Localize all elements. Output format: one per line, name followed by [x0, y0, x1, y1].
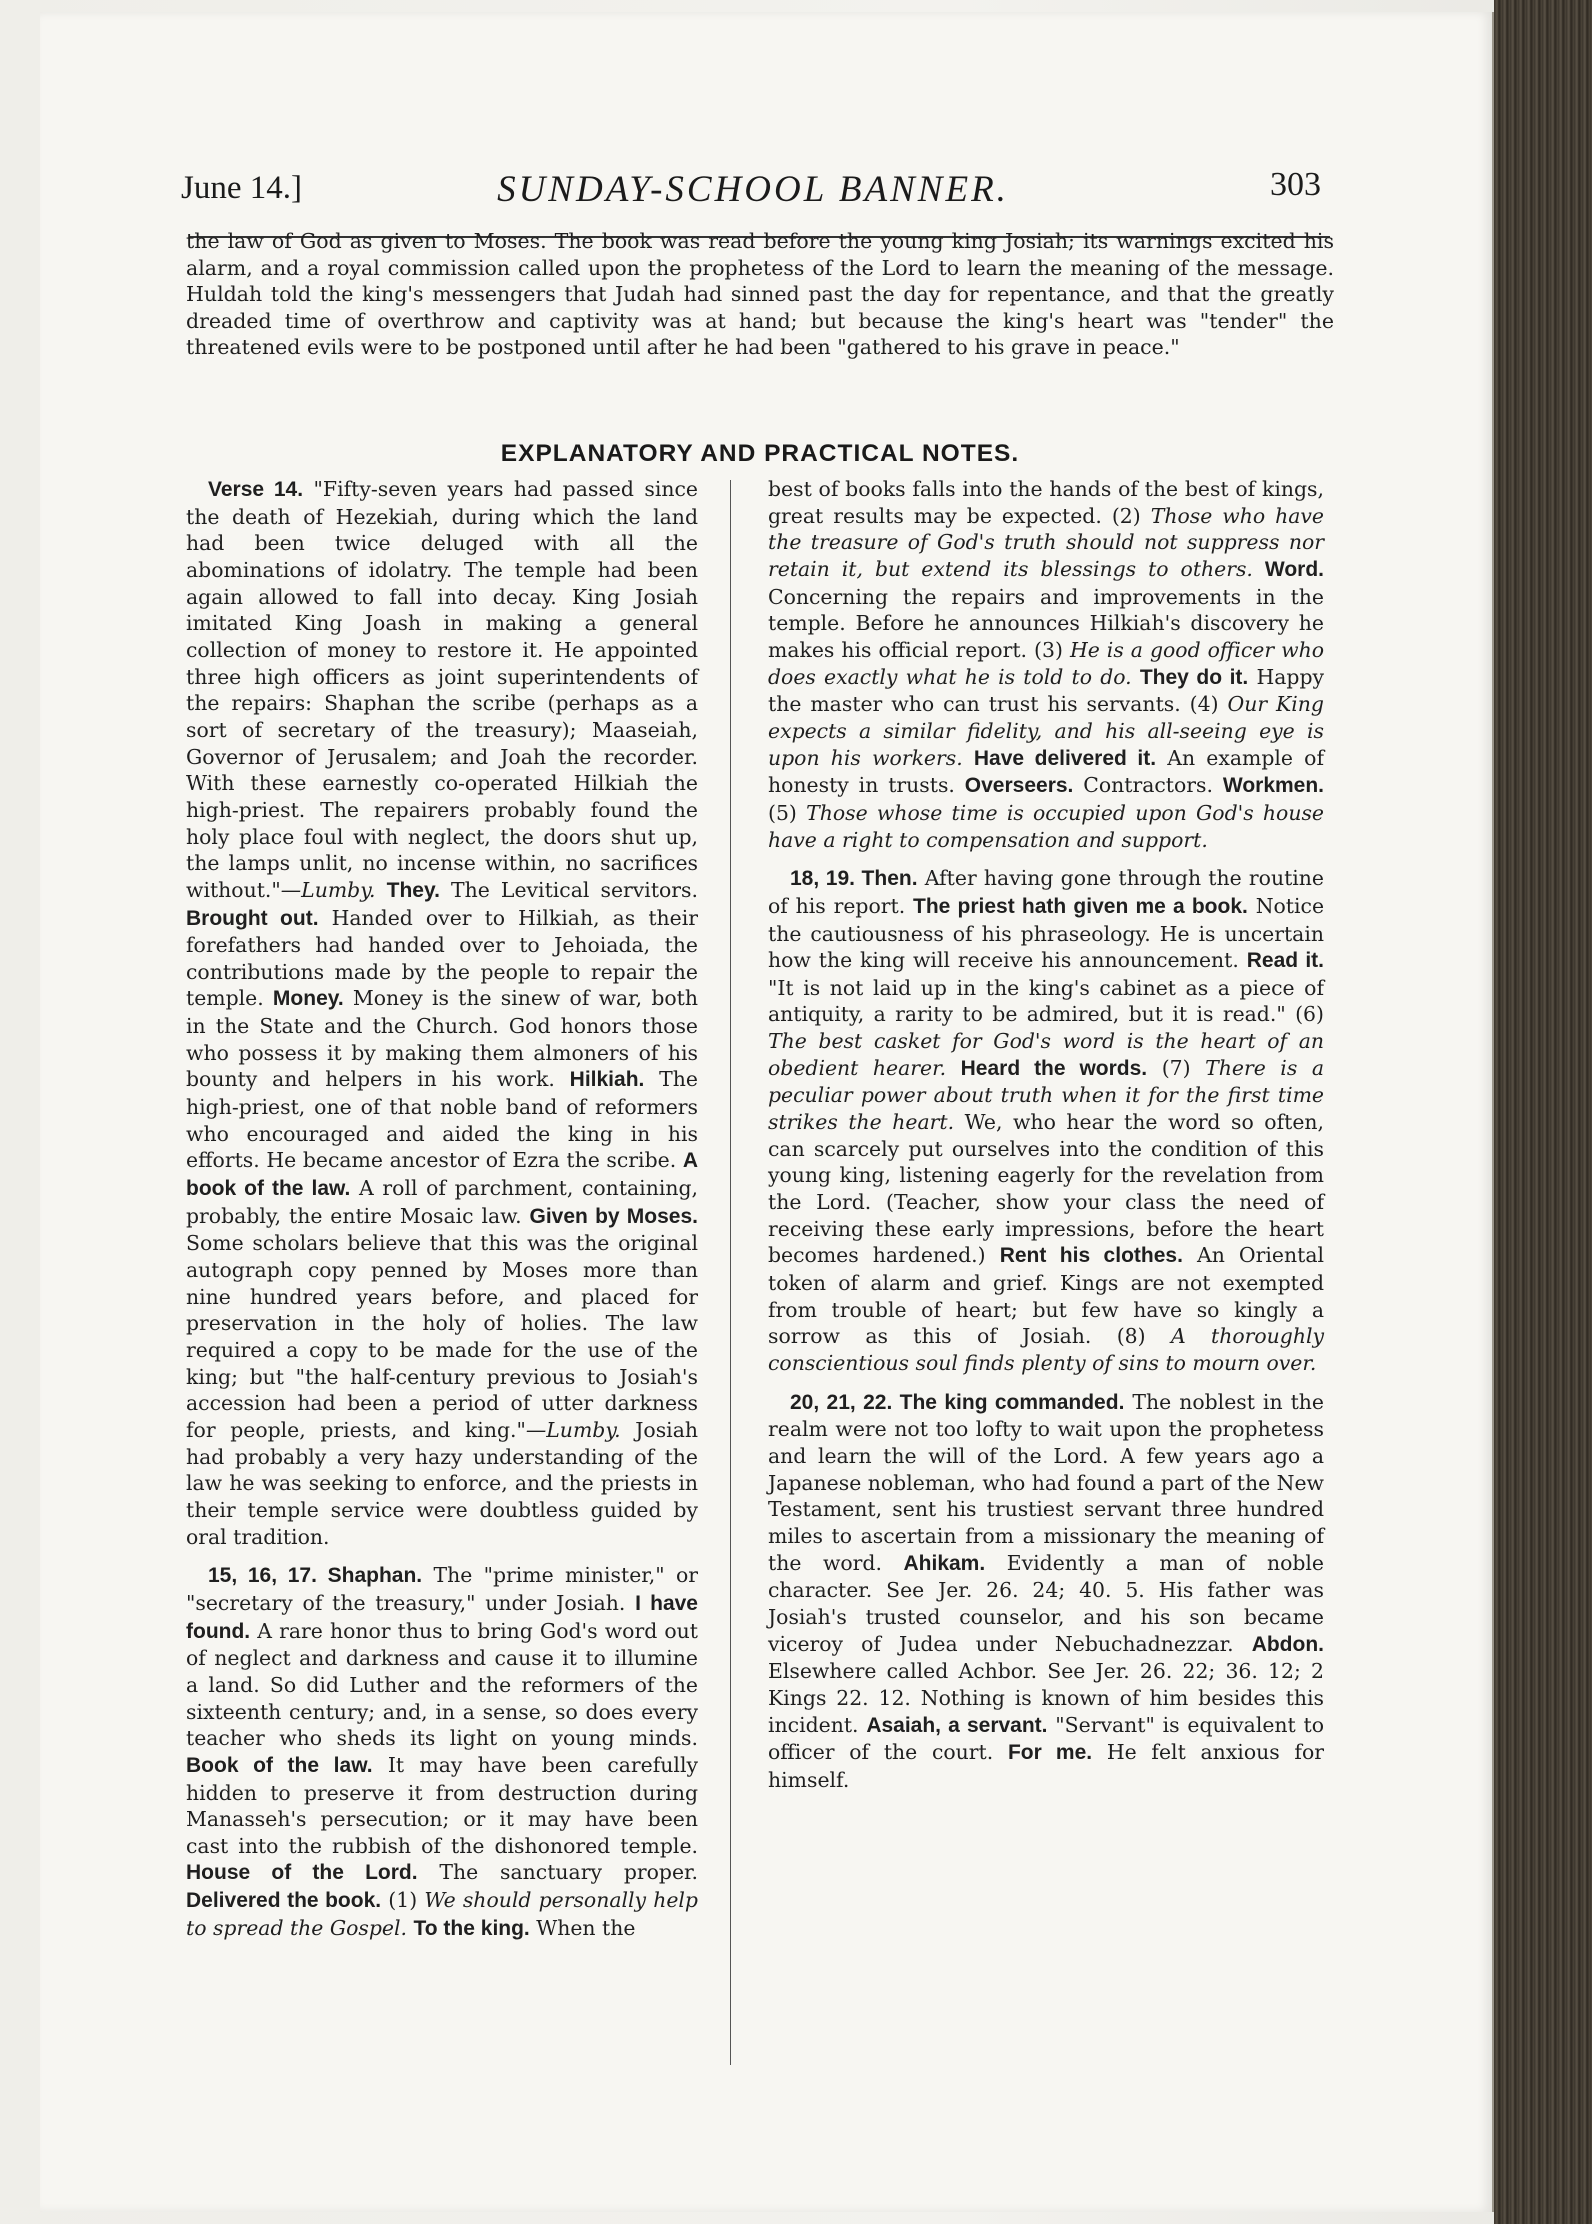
- note-text: Notice the cautiousness of his phraseology. He is uncertain how the king will receive his announcement.: [768, 893, 1325, 973]
- keyword: Overseers.: [964, 774, 1074, 798]
- lesson-point: Those whose time is occupied upon God's house have a right to compensation and support.: [768, 800, 1324, 852]
- note-text: (7): [1147, 1055, 1206, 1080]
- keyword: Brought out.: [186, 906, 319, 930]
- book-binding-edge: [1494, 0, 1592, 2224]
- keyword: Hilkiah.: [569, 1068, 645, 1092]
- keyword: Word.: [1264, 557, 1324, 581]
- note-text: He felt anxious for himself.: [768, 1740, 1325, 1792]
- lesson-point: We should personally help to spread the Gospel.: [186, 1888, 698, 1940]
- running-header: [143, 150, 1333, 220]
- note-text: After having gone through the routine of his report.: [768, 866, 1324, 918]
- note-text: The "prime minister," or "secretary of the treasury," under Josiah.: [186, 1563, 698, 1615]
- note-text: "Fifty-seven years had passed since the death of Hezekiah, during which the land had been twice deluged with all the abominations of idolatry. The temple had been again allowed to fall into decay. King Josiah imitated King Joash in making a general collection of money to restore it. He appointed three high officers as joint superintendents of the repairs: Shaphan the scribe (perhaps as a sort of secretary of the treasury); Maaseiah, Governor of Jerusalem; and Joah the recorder. With these earnestly co-operated Hilkiah the high-priest. The repairers probably found the holy place foul with neglect, the doors shut up, the lamps unlit, no incense within, no sacrifices without.": [186, 477, 698, 902]
- keyword: 18, 19. Then.: [790, 867, 918, 891]
- note-text: (1): [381, 1888, 425, 1913]
- note-text: An Oriental token of alarm and grief. Kings are not exempted from trouble of heart; but few have so kingly a sorrow as this of Josiah. (8): [768, 1243, 1324, 1349]
- lesson-point: Those who have the treasure of God's truth should not suppress nor retain it, but extend its blessings to others.: [768, 503, 1324, 581]
- left-column: [186, 476, 698, 1942]
- note-text: best of books falls into the hands of the best of kings, great results may be expected. (2): [768, 477, 1324, 528]
- keyword: The priest hath given me a book.: [913, 894, 1248, 918]
- note-text: An example of honesty in trusts.: [768, 745, 1325, 798]
- keyword: I have found.: [186, 1591, 698, 1643]
- keyword: Delivered the book.: [186, 1889, 382, 1913]
- keyword: Asaiah, a servant.: [866, 1713, 1048, 1737]
- lesson-point: There is a peculiar power about truth when it for the first time strikes the heart.: [768, 1055, 1324, 1135]
- keyword: Verse 14.: [208, 478, 304, 501]
- note-continuation: [768, 476, 1324, 853]
- note-text: Some scholars believe that this was the original autograph copy penned by Moses more than nine hundred years before, and placed for preservation in the holy of holies. The law required a copy to be made for the use of the king; but "the half-century previous to Josiah's accession had been a period of utter darkness for people, priests, and king.": [186, 1231, 698, 1442]
- note-text: We, who hear the word so often, can scarcely put ourselves into the condition of this young king, listening eagerly for the revelation from the Lord. (Teacher, show your class the need of receiving these early impressions, before the heart becomes hardened.): [768, 1110, 1324, 1268]
- note-text: Josiah had probably a very hazy understanding of the law he was seeking to enforce, and the priests in their temple service were doubtless guided by oral tradition.: [186, 1417, 698, 1549]
- keyword: Heard the words.: [960, 1056, 1148, 1080]
- note-text: "It is not laid up in the king's cabinet as a piece of antiquity, a rarity to be admired, but it is read." (6): [768, 975, 1324, 1027]
- keyword: 20, 21, 22. The king commanded.: [790, 1390, 1125, 1414]
- column-divider: [730, 480, 731, 2065]
- note-text: Contractors.: [1073, 773, 1223, 798]
- note-text: The noblest in the realm were not too lofty to wait upon the prophetess and learn the will of the Lord. A few years ago a Japanese nobleman, who had found a part of the New Testament, sent his trustiest servant three hundred miles to ascertain from a missionary the meaning of the word.: [768, 1389, 1324, 1575]
- note-text: Concerning the repairs and improvements in the temple. Before he announces Hilkiah's discovery he makes his official report. (3): [768, 584, 1324, 662]
- lesson-point: A thoroughly conscientious soul finds plenty of sins to mourn over.: [768, 1324, 1324, 1375]
- note-text: It may have been carefully hidden to preserve it from destruction during Manasseh's persecution; or it may have been cast into the rubbish of the dishonored temple.: [186, 1752, 698, 1858]
- lesson-point: The best casket for God's word is the heart of an obedient hearer.: [768, 1029, 1324, 1080]
- note-text: The high-priest, one of that noble band of reformers who encouraged and aided the king in his efforts. He became ancestor of Ezra the scribe.: [186, 1067, 698, 1173]
- keyword: For me.: [1007, 1741, 1093, 1765]
- note-text: Handed over to Hilkiah, as their forefathers had handed over to Jehoiada, the contributions made by the people to repair the temple.: [186, 905, 698, 1011]
- note-text: A rare honor thus to bring God's word out of neglect and darkness and cause it to illumine a land. So did Luther and the reformers of the sixteenth century; and, in a sense, so does every teacher who sheds its light on young minds.: [186, 1618, 698, 1751]
- note-text: When the: [529, 1915, 636, 1940]
- keyword: A book of the law.: [186, 1149, 698, 1201]
- lesson-point: Our King expects a similar fidelity, and his all-seeing eye is upon his workers.: [768, 692, 1324, 770]
- keyword: They.: [386, 878, 440, 902]
- keyword: Book of the law.: [186, 1753, 373, 1777]
- note-text: The sanctuary proper.: [417, 1860, 699, 1885]
- note-verses-20-22: [768, 1389, 1324, 1794]
- note-text: Evidently a man of noble character. See Jer. 26. 24; 40. 5. His father was Josiah's trusted counselor, and his son became viceroy of Judea under Nebuchadnezzar.: [768, 1550, 1324, 1656]
- note-text: Elsewhere called Achbor. See Jer. 26. 22; 36. 12; 2 Kings 22. 12. Nothing is known of him besides this incident.: [768, 1659, 1324, 1737]
- section-heading: EXPLANATORY AND PRACTICAL NOTES.: [500, 440, 1020, 467]
- note-text: The Levitical servitors.: [439, 877, 698, 902]
- citation: —Lumby.: [280, 877, 376, 902]
- note-verses-18-19: [768, 865, 1324, 1376]
- note-text: A roll of parchment, containing, probably, the entire Mosaic law.: [186, 1176, 699, 1228]
- keyword: They do it.: [1139, 665, 1249, 689]
- citation: —Lumby.: [525, 1417, 621, 1442]
- intro-paragraph: the law of God as given to Moses. The book was read before the young king Josiah; its warnings excited his alarm, and a royal commission called upon the prophetess of the Lord to learn the meaning of the message. Huldah told the king's messengers that Judah had sinned past the day for repentance, and that the greatly dreaded time of overthrow and captivity was at hand; but because the king's heart was "tender" the threatened evils were to be postponed until after he had been "gathered to his grave in peace.": [186, 229, 1334, 359]
- note-text: Money is the sinew of war, both in the State and the Church. God honors those who possess it by making them almoners of his bounty and helpers in his work.: [186, 986, 699, 1092]
- header-date: June 14.]: [181, 170, 302, 206]
- right-column: [768, 476, 1324, 1794]
- note-text: Happy the master who can trust his servants. (4): [768, 664, 1325, 717]
- keyword: Abdon.: [1251, 1632, 1324, 1656]
- note-text: "Servant" is equivalent to officer of the court.: [768, 1712, 1325, 1765]
- lesson-point: He is a good officer who does exactly what he is told to do.: [768, 637, 1324, 689]
- keyword: 15, 16, 17. Shaphan.: [208, 1564, 423, 1588]
- note-text: (5): [768, 800, 807, 825]
- keyword: Have delivered it.: [973, 746, 1157, 770]
- keyword: Workmen.: [1222, 774, 1325, 798]
- keyword: Ahikam.: [903, 1551, 986, 1575]
- keyword: Given by Moses.: [529, 1204, 699, 1228]
- keyword: Money.: [272, 987, 344, 1011]
- keyword: To the king.: [413, 1916, 530, 1940]
- keyword: Read it.: [1246, 949, 1324, 973]
- keyword: House of the Lord.: [186, 1861, 418, 1885]
- keyword: Rent his clothes.: [999, 1244, 1183, 1268]
- note-verses-15-17: [186, 1562, 698, 1942]
- page-number: 303: [1270, 166, 1321, 203]
- header-title: SUNDAY-SCHOOL BANNER.: [497, 169, 1009, 210]
- note-verse-14: [186, 476, 698, 1550]
